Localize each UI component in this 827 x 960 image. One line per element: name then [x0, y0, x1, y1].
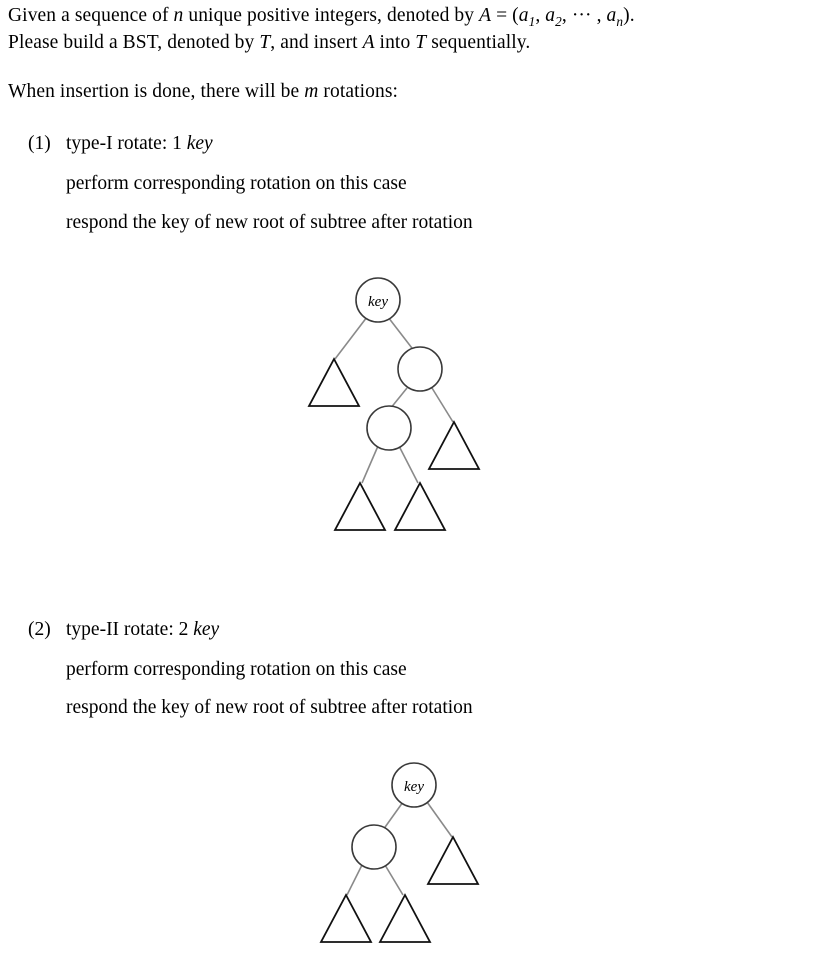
edge-child-to-left-triangle — [362, 446, 378, 483]
symbol-m: m — [304, 81, 319, 102]
figure-type-II-rotate — [310, 750, 520, 960]
item-1-line-2: respond the key of new root of subtree after rotation — [66, 212, 473, 233]
symbol-A-2: A — [362, 32, 375, 53]
intro-line2-text4: sequentially. — [426, 32, 531, 53]
figure-2-svg — [310, 750, 520, 960]
item-2-title-prefix: type-II rotate: — [66, 619, 174, 640]
paragraph-intro-line2 — [8, 29, 820, 56]
subtree-triangle-2 — [429, 422, 479, 469]
intro-text-2: unique positive integers, denoted by — [183, 5, 480, 26]
item-1-line-1: perform corresponding rotation on this case — [66, 173, 407, 194]
list-item-1-title — [66, 133, 213, 155]
subtree-triangle-3 — [335, 483, 385, 530]
edge-right-node-to-right-triangle — [432, 388, 453, 422]
intro-line2-text3: into — [374, 32, 416, 53]
edge-root-to-left-triangle — [335, 317, 367, 359]
list-item-2-title — [66, 619, 219, 641]
intro-lparen: ( — [512, 5, 519, 26]
subtree-triangle-4 — [395, 483, 445, 530]
figure-type-I-rotate — [290, 265, 530, 565]
item-1-title-prefix: type-I rotate: — [66, 133, 168, 154]
item-1-title-arg: 1 — [172, 133, 182, 154]
edge-child-to-right-triangle — [399, 446, 418, 483]
node2-left-child — [352, 825, 396, 869]
symbol-n: n — [173, 5, 184, 26]
subtree-triangle-1 — [309, 359, 359, 406]
edge2-left-node-to-right-triangle — [385, 865, 403, 895]
figure-1-svg — [290, 265, 530, 565]
intro-line2-text2: , and insert — [270, 32, 363, 53]
edge2-left-node-to-left-triangle — [347, 865, 362, 895]
intro-dots: , ··· , — [561, 5, 607, 26]
symbol-an: $a_n$ — [606, 5, 624, 29]
symbol-a2: $a_2$ — [545, 5, 562, 29]
paragraph-rotations — [8, 78, 820, 105]
item-2-line-2: respond the key of new root of subtree after rotation — [66, 697, 473, 718]
symbol-T-2: T — [415, 32, 427, 53]
subtree2-triangle-2 — [321, 895, 371, 942]
symbol-a1: $a_1$ — [518, 5, 536, 29]
list-item-1-number: (1) — [28, 133, 51, 154]
node-right-child — [398, 347, 442, 391]
symbol-A: A — [479, 5, 492, 26]
item-2-line-1: perform corresponding rotation on this case — [66, 659, 407, 680]
edge-root-to-right-node — [388, 317, 415, 352]
intro-eq: = — [491, 5, 513, 26]
intro-line2-text1: Please build a BST, denoted by — [8, 32, 260, 53]
rotations-text1: When insertion is done, there will be — [8, 81, 305, 102]
intro-text-1: Given a sequence of — [8, 5, 174, 26]
item-2-title-keyword: key — [193, 619, 220, 640]
symbol-T-1: T — [259, 32, 271, 53]
intro-rparen: ). — [623, 5, 635, 26]
item-2-title-arg: 2 — [178, 619, 189, 640]
rotations-text2: rotations: — [318, 81, 399, 102]
subtree2-triangle-1 — [428, 837, 478, 884]
node-root-label: key — [368, 294, 388, 310]
node2-root-label: key — [404, 779, 424, 795]
list-item-2-number: (2) — [28, 619, 51, 640]
edge2-root-to-right-triangle — [427, 802, 452, 837]
intro-comma1: , — [535, 5, 546, 26]
item-1-title-keyword: key — [186, 133, 213, 154]
node-grandchild — [367, 406, 411, 450]
subtree2-triangle-3 — [380, 895, 430, 942]
edge2-root-to-left-node — [383, 802, 403, 830]
